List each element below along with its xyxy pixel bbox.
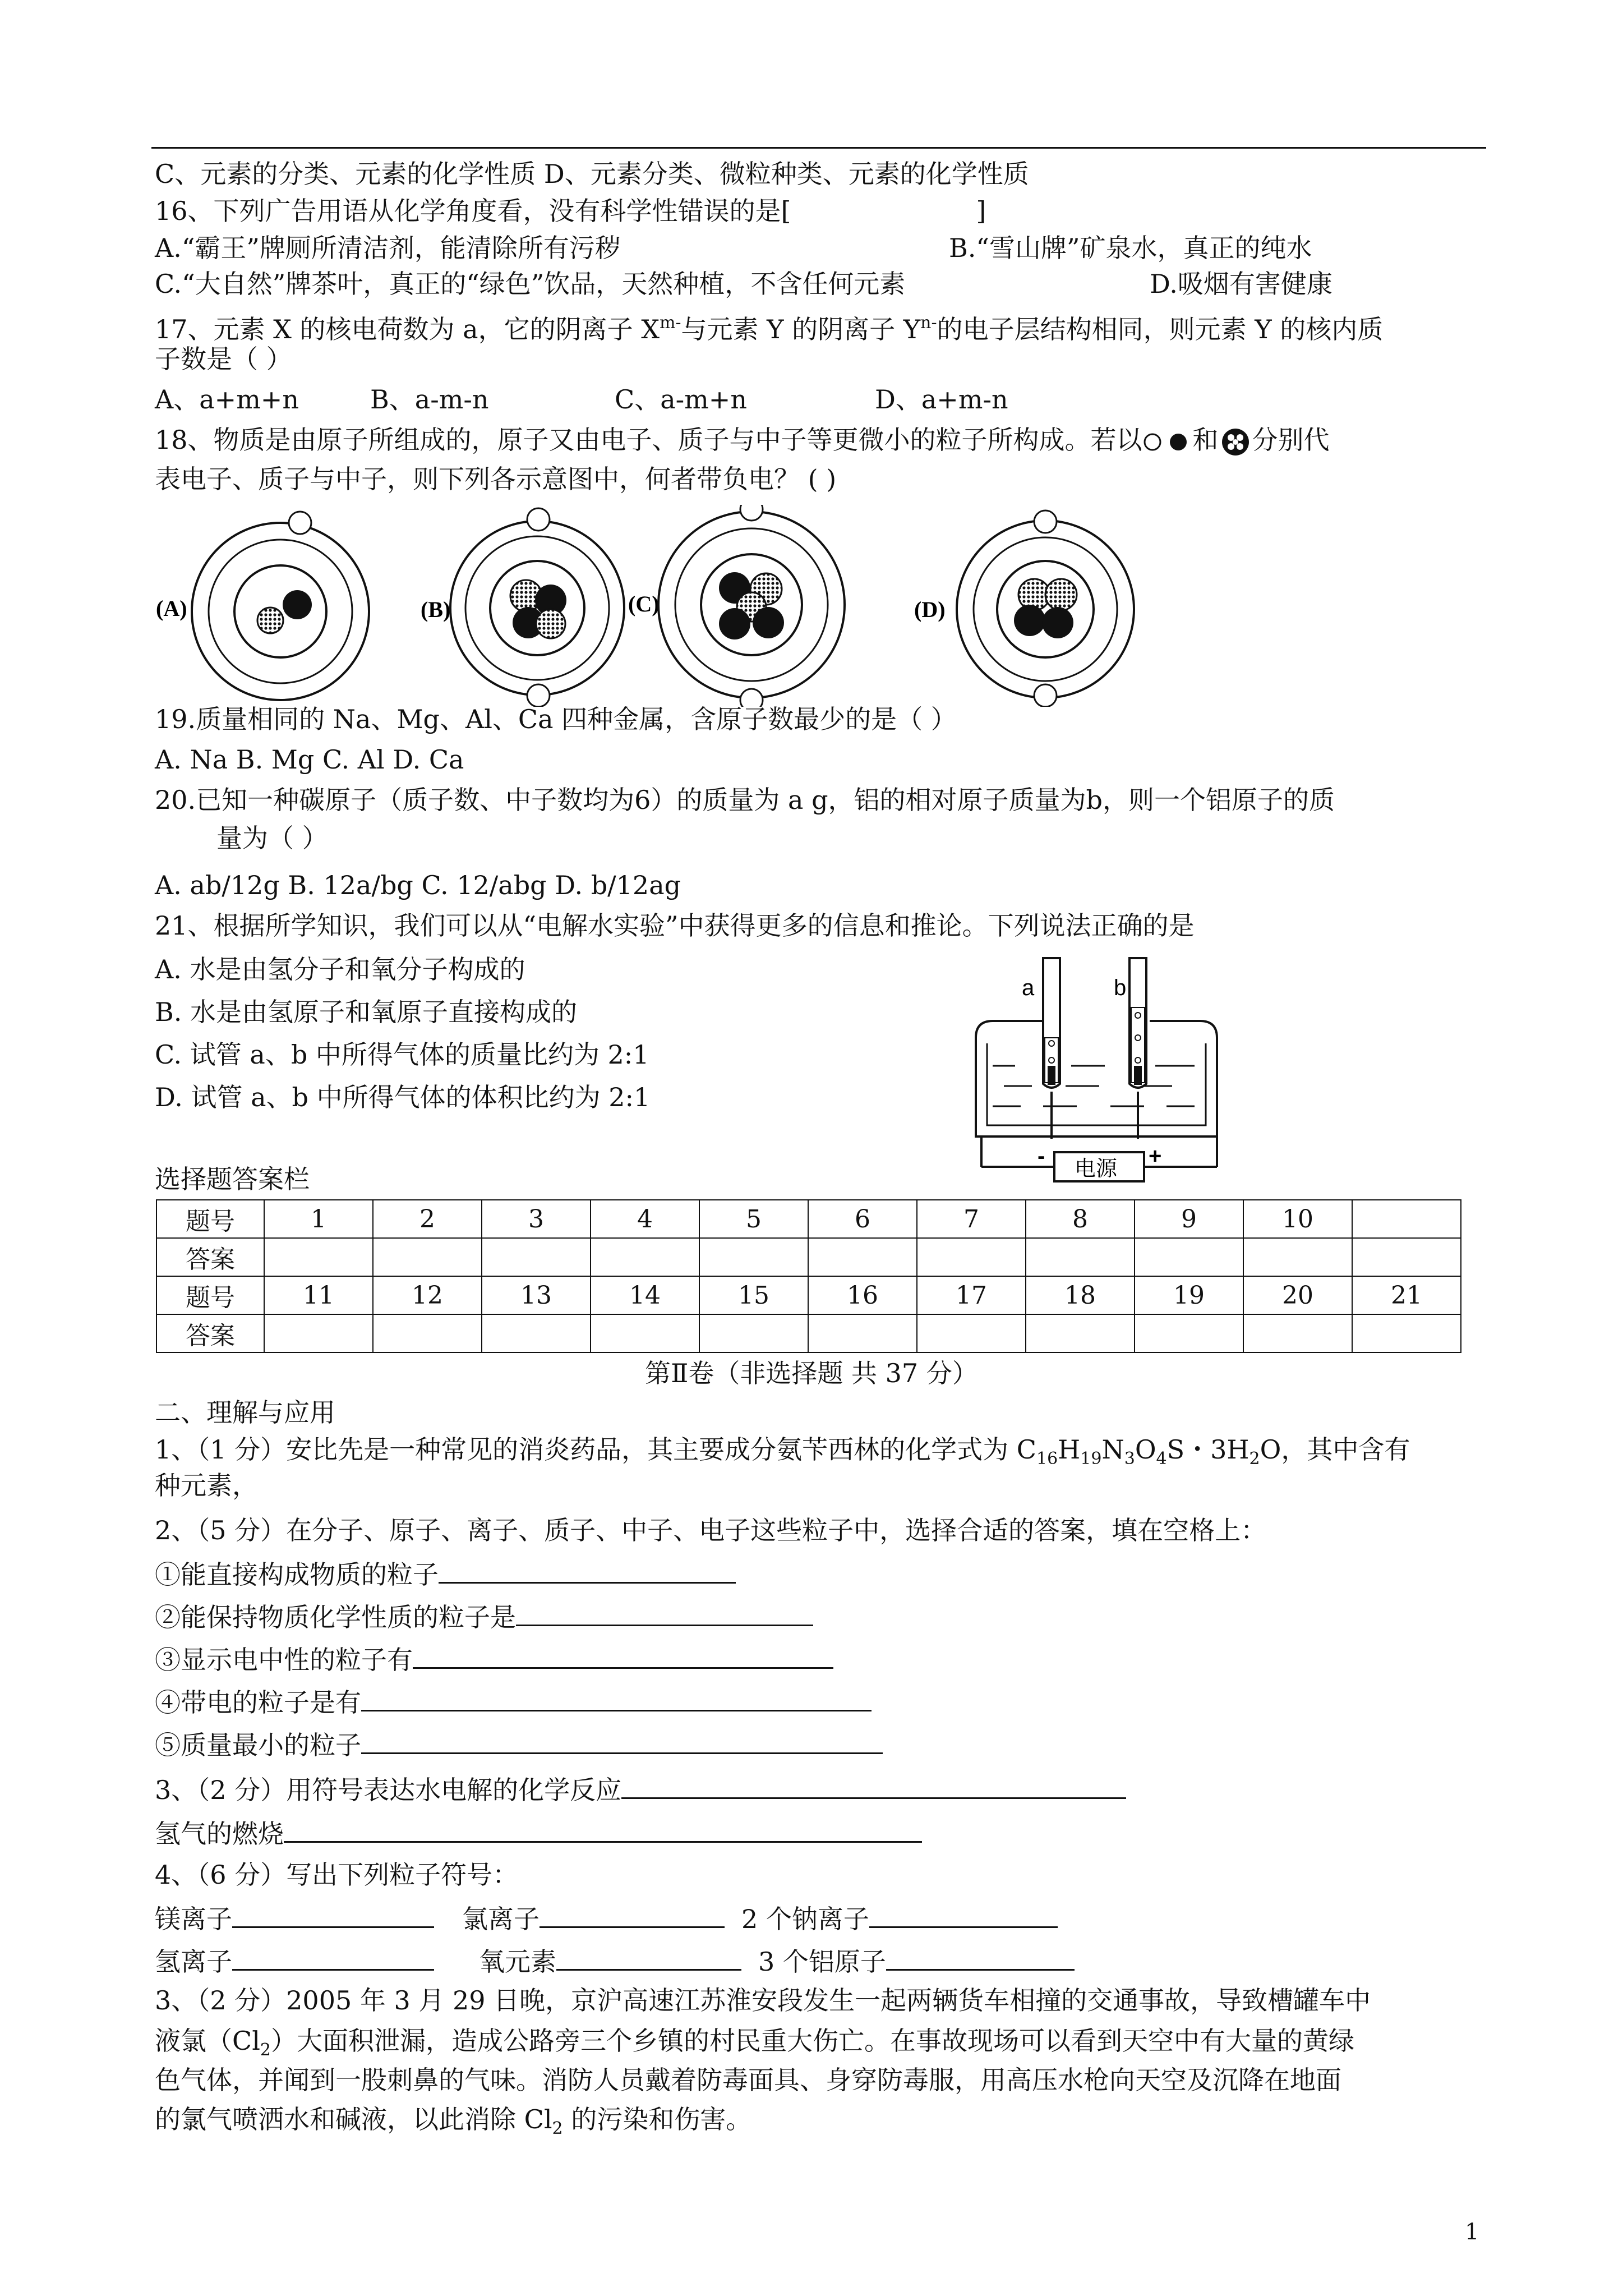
q17-sup-y: n- <box>920 313 937 333</box>
s2-q2-item1 <box>155 1557 736 1590</box>
table-row <box>156 1276 1461 1314</box>
q16-stem-text: 16、下列广告用语从化学角度看，没有科学性错误的是[ <box>155 196 791 226</box>
num-cell: 18 <box>1026 1276 1135 1314</box>
answer-table <box>156 1199 1461 1353</box>
q1-text-c: O，其中含有 <box>1260 1434 1410 1465</box>
q3-label: 3、（2 分）用符号表达水电解的化学反应 <box>155 1775 622 1805</box>
q18-text-b: 和 <box>1192 425 1219 455</box>
q1-sub: 2 <box>1249 1449 1260 1469</box>
answer-blank[interactable] <box>621 1773 1126 1799</box>
answer-cell[interactable] <box>1243 1314 1352 1352</box>
answer-blank[interactable] <box>413 1642 833 1669</box>
q5-text: 的氯气喷洒水和碱液，以此消除 Cl <box>155 2104 552 2134</box>
answer-blank[interactable] <box>869 1902 1058 1928</box>
s2-q5-line4 <box>155 2104 751 2145</box>
atom-diagrams <box>151 505 1497 707</box>
num-cell: 17 <box>917 1276 1026 1314</box>
row-label-ans: 答案 <box>156 1314 264 1352</box>
row-label-num: 题号 <box>156 1200 264 1238</box>
num-cell: 4 <box>591 1200 699 1238</box>
s2-q4-row2 <box>155 1944 1075 1977</box>
answer-blank[interactable] <box>232 1944 434 1971</box>
answer-cell[interactable] <box>699 1238 808 1276</box>
q4-label: 氯离子 <box>462 1904 540 1934</box>
q17-text-b: 与元素 Y 的阴离子 Y <box>681 314 921 344</box>
s2-q2-item2 <box>155 1600 813 1633</box>
atom-diagram-b <box>421 508 624 707</box>
q4-label: 氢离子 <box>155 1947 232 1977</box>
s2-q3-line2 <box>155 1816 922 1849</box>
atom-diagram-a <box>156 512 369 700</box>
table-row <box>156 1314 1461 1352</box>
label-b: (B) <box>421 597 451 622</box>
q16-stem-bracket: ] <box>976 196 986 226</box>
s2-q5-line3: 色气体，并闻到一股刺鼻的气味。消防人员戴着防毒面具、身穿防毒服，用高压水枪向天空及沉降在地面 <box>155 2065 1341 2095</box>
q17-text-c: 的电子层结构相同，则元素 Y 的核内质 <box>937 314 1384 344</box>
page-number: 1 <box>1465 2219 1479 2245</box>
q1-o: O <box>1135 1434 1156 1465</box>
s2-q5-line2 <box>155 2025 1354 2066</box>
q17-sup-x: m- <box>659 313 681 333</box>
q21-option-c: C. 试管 a、b 中所得气体的质量比约为 2:1 <box>155 1039 649 1070</box>
s2-q2-stem: 2、（5 分）在分子、原子、离子、质子、中子、电子这些粒子中，选择合适的答案，填在空格上： <box>155 1515 1267 1545</box>
s2-q2-item4 <box>155 1685 872 1718</box>
proton-a <box>283 590 312 619</box>
q16-option-b: B.“雪山牌”矿泉水，真正的纯水 <box>949 233 1312 263</box>
s2-q5-line1: 3、（2 分）2005 年 3 月 29 日晚，京沪高速江苏淮安段发生一起两辆货车相撞的交通事故，导致槽罐车中 <box>155 1985 1371 2016</box>
label-c: (C) <box>628 591 660 616</box>
q16-option-c: C.“大自然”牌茶叶，真正的“绿色”饮品，天然种植，不含任何元素 <box>155 269 906 299</box>
answer-cell[interactable] <box>808 1314 917 1352</box>
num-cell: 14 <box>591 1276 699 1314</box>
tube-b-label: b <box>1114 976 1127 1000</box>
answer-cell[interactable] <box>264 1238 373 1276</box>
q17-option-a: A、a+m+n <box>155 384 299 415</box>
negative-terminal: - <box>1038 1144 1045 1168</box>
q4-label: 2 个钠离子 <box>741 1904 869 1934</box>
item-label: ③显示电中性的粒子有 <box>155 1645 413 1675</box>
q5-text: ）大面积泄漏，造成公路旁三个乡镇的村民重大伤亡。在事故现场可以看到天空中有大量的黄绿 <box>271 2026 1355 2056</box>
neutron-a <box>257 608 283 633</box>
num-cell: 21 <box>1352 1276 1461 1314</box>
num-cell: 12 <box>373 1276 482 1314</box>
s2-q4-row1 <box>155 1902 1058 1935</box>
q5-text: 的污染和伤害。 <box>562 2104 752 2134</box>
q20-options: A. ab/12g B. 12a/bg C. 12/abg D. b/12ag <box>155 870 681 900</box>
num-cell: 3 <box>482 1200 591 1238</box>
q1-sub: 19 <box>1080 1449 1102 1469</box>
q17-option-c: C、a-m+n <box>615 384 747 415</box>
num-cell: 7 <box>917 1200 1026 1238</box>
neutron-legend-icon <box>1219 426 1252 458</box>
item-label: ②能保持物质化学性质的粒子是 <box>155 1602 516 1632</box>
q5-sub: 2 <box>260 2040 271 2060</box>
answer-table-caption: 选择题答案栏 <box>155 1164 310 1194</box>
num-cell: 8 <box>1026 1200 1135 1238</box>
answer-blank[interactable] <box>361 1685 872 1711</box>
answer-cell[interactable] <box>373 1314 482 1352</box>
q17-option-d: D、a+m-n <box>875 384 1008 415</box>
q20-stem-line2: 量为（ ） <box>216 823 328 853</box>
num-cell: 10 <box>1243 1200 1352 1238</box>
s2-q3-line1 <box>155 1773 1126 1806</box>
answer-cell[interactable] <box>1243 1238 1352 1276</box>
answer-cell[interactable] <box>917 1238 1026 1276</box>
num-cell: 5 <box>699 1200 808 1238</box>
answer-blank[interactable] <box>361 1728 883 1754</box>
answer-blank[interactable] <box>284 1816 922 1843</box>
answer-cell[interactable] <box>1352 1314 1461 1352</box>
q1-sub: 4 <box>1156 1449 1167 1469</box>
q21-option-a: A. 水是由氢分子和氧分子构成的 <box>155 954 525 984</box>
q19-stem: 19.质量相同的 Na、Mg、Al、Ca 四种金属，含原子数最少的是（ ） <box>155 704 957 734</box>
answer-cell[interactable] <box>482 1238 591 1276</box>
answer-cell[interactable] <box>591 1314 699 1352</box>
answer-blank[interactable] <box>232 1902 434 1928</box>
q1-sub: 3 <box>1124 1449 1135 1469</box>
q1-sub: 16 <box>1036 1449 1058 1469</box>
answer-cell[interactable] <box>1026 1314 1135 1352</box>
num-cell: 16 <box>808 1276 917 1314</box>
answer-cell[interactable] <box>1026 1238 1135 1276</box>
q18-text-a: 18、物质是由原子所组成的，原子又由电子、质子与中子等更微小的粒子所构成。若以 <box>155 425 1142 455</box>
q4-label: 镁离子 <box>155 1904 232 1934</box>
q3-label2: 氢气的燃烧 <box>155 1819 284 1849</box>
table-row <box>156 1238 1461 1276</box>
section2-heading: 二、理解与应用 <box>155 1397 335 1428</box>
num-cell: 1 <box>264 1200 373 1238</box>
answer-blank[interactable] <box>886 1944 1075 1971</box>
q16-option-d: D.吸烟有害健康 <box>1150 269 1332 299</box>
q16-option-a: A.“霸王”牌厕所清洁剂，能清除所有污秽 <box>155 233 621 263</box>
num-cell: 19 <box>1135 1276 1243 1314</box>
q5-sub: 2 <box>552 2119 563 2138</box>
trough <box>976 1038 1217 1137</box>
answer-cell[interactable] <box>591 1238 699 1276</box>
header-rule <box>151 147 1486 149</box>
q17-text-a: 17、元素 X 的核电荷数为 a，它的阴离子 X <box>155 314 660 344</box>
q4-label: 3 个铝原子 <box>758 1947 886 1977</box>
legend-symbols-icon <box>1142 429 1193 455</box>
answer-cell[interactable] <box>482 1314 591 1352</box>
q17-stem-line2: 子数是（ ） <box>155 344 292 374</box>
s2-q1-line2: 种元素， <box>155 1470 258 1501</box>
electron-a <box>289 512 311 534</box>
answer-cell[interactable] <box>1135 1238 1243 1276</box>
q16-stem <box>155 195 986 227</box>
table-row <box>156 1200 1461 1238</box>
q15-options-line: C、元素的分类、元素的化学性质 D、元素分类、微粒种类、元素的化学性质 <box>155 159 1029 189</box>
num-cell: 15 <box>699 1276 808 1314</box>
part2-title: 第Ⅱ卷（非选择题 共 37 分） <box>645 1358 978 1388</box>
answer-blank[interactable] <box>516 1600 813 1626</box>
q18-text-c: 分别代 <box>1252 425 1330 455</box>
q18-stem-line2: 表电子、质子与中子，则下列各示意图中，何者带负电？ ( ) <box>155 464 837 494</box>
q21-option-b: B. 水是由氢原子和氧原子直接构成的 <box>155 997 578 1027</box>
q1-n: N <box>1101 1434 1124 1465</box>
q21-option-d: D. 试管 a、b 中所得气体的体积比约为 2:1 <box>155 1082 651 1112</box>
row-label-ans: 答案 <box>156 1238 264 1276</box>
num-cell: 6 <box>808 1200 917 1238</box>
answer-cell[interactable] <box>264 1314 373 1352</box>
num-cell: 13 <box>482 1276 591 1314</box>
q21-stem: 21、根据所学知识，我们可以从“电解水实验”中获得更多的信息和推论。下列说法正确的是 <box>155 910 1195 941</box>
item-label: ①能直接构成物质的粒子 <box>155 1559 439 1590</box>
num-cell: 2 <box>373 1200 482 1238</box>
item-label: ④带电的粒子是有 <box>155 1687 361 1718</box>
num-cell: 20 <box>1243 1276 1352 1314</box>
q1-text-a: 1、（1 分）安比先是一种常见的消炎药品，其主要成分氨苄西林的化学式为 C <box>155 1434 1036 1465</box>
q17-option-b: B、a-m-n <box>370 384 489 415</box>
row-label-num: 题号 <box>156 1276 264 1314</box>
q19-options: A. Na B. Mg C. Al D. Ca <box>155 744 464 775</box>
q18-stem-line1 <box>155 424 1330 458</box>
atom-diagram-c <box>628 505 845 707</box>
answer-cell[interactable] <box>1352 1238 1461 1276</box>
s2-q1-line1 <box>155 1434 1410 1475</box>
answer-cell[interactable] <box>373 1238 482 1276</box>
proton-legend-icon <box>1170 434 1187 450</box>
answer-blank[interactable] <box>556 1944 741 1971</box>
atom-diagram-d <box>914 510 1134 707</box>
tube-a-label: a <box>1022 976 1035 1000</box>
q1-text-b: S・3H <box>1166 1434 1249 1465</box>
electron-legend-icon <box>1145 434 1160 450</box>
answer-cell[interactable] <box>699 1314 808 1352</box>
label-d: (D) <box>914 597 946 622</box>
answer-cell[interactable] <box>808 1238 917 1276</box>
answer-blank[interactable] <box>540 1902 725 1928</box>
s2-q2-item5 <box>155 1728 883 1761</box>
positive-terminal: + <box>1149 1144 1162 1168</box>
q20-stem-line1: 20.已知一种碳原子（质子数、中子数均为6）的质量为 a g，铝的相对原子质量为b，则一个铝原子的质 <box>155 785 1335 815</box>
num-cell <box>1352 1200 1461 1238</box>
answer-blank[interactable] <box>439 1557 736 1584</box>
power-source-label: 电源 <box>1075 1156 1118 1181</box>
label-a: (A) <box>156 596 187 621</box>
num-cell: 11 <box>264 1276 373 1314</box>
q5-text: 液氯（Cl <box>155 2026 260 2056</box>
q4-label: 氧元素 <box>479 1947 556 1977</box>
s2-q4-stem: 4、（6 分）写出下列粒子符号： <box>155 1860 519 1890</box>
electrolysis-figure <box>970 954 1284 1189</box>
q1-h: H <box>1058 1434 1081 1465</box>
num-cell: 9 <box>1135 1200 1243 1238</box>
answer-cell[interactable] <box>917 1314 1026 1352</box>
s2-q2-item3 <box>155 1642 833 1676</box>
answer-cell[interactable] <box>1135 1314 1243 1352</box>
q17-stem-line1 <box>155 307 1383 345</box>
item-label: ⑤质量最小的粒子 <box>155 1730 361 1760</box>
